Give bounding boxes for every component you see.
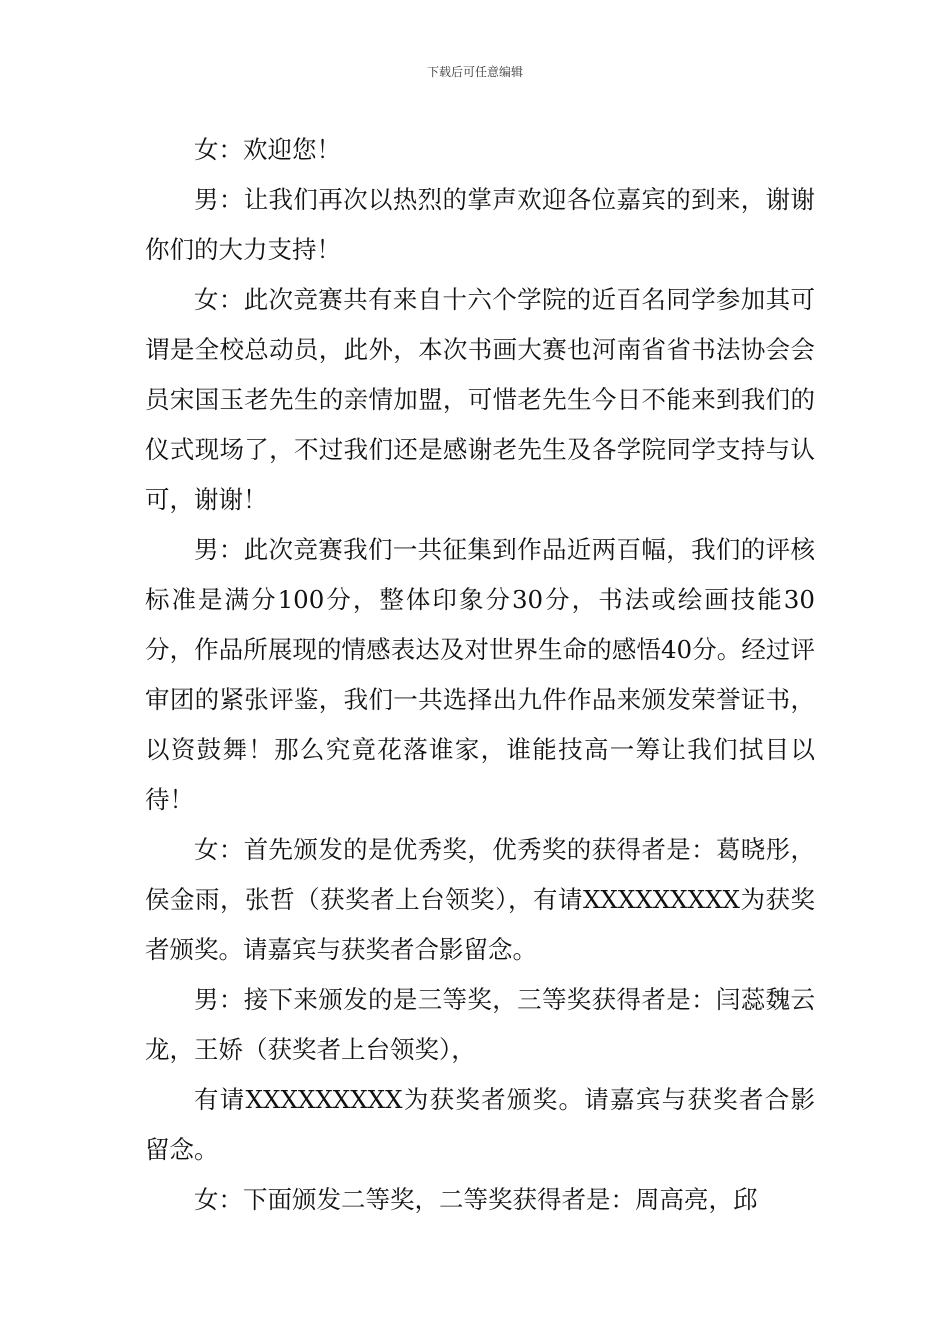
page-header: 下载后可任意编辑 [426, 65, 523, 79]
document-body [145, 125, 815, 1225]
paragraph: 女：下面颁发二等奖，二等奖获得者是：周高亮，邱 [194, 1185, 758, 1214]
paragraph: 男：接下来颁发的是三等奖，三等奖获得者是：闫蕊魏云龙，王娇（获奖者上台领奖）， [145, 985, 815, 1064]
paragraph: 男：让我们再次以热烈的掌声欢迎各位嘉宾的到来，谢谢你们的大力支持！ [145, 185, 815, 264]
paragraph: 男：此次竞赛我们一共征集到作品近两百幅，我们的评核标准是满分100分，整体印象分30分，书法或绘画技能30分，作品所展现的情感表达及对世界生命的感悟40分。经过评审团的紧张评鉴，我们一共选择出九件作品来颁发荣誉证书，以资鼓舞！那么究竟花落谁家，谁能技高一筹让我们拭目以待！ [145, 535, 815, 814]
paragraph: 女：首先颁发的是优秀奖，优秀奖的获得者是：葛晓彤，侯金雨，张哲（获奖者上台领奖），有请XXXXXXXXX为获奖者颁奖。请嘉宾与获奖者合影留念。 [145, 835, 815, 964]
paragraph: 有请XXXXXXXXX为获奖者颁奖。请嘉宾与获奖者合影留念。 [145, 1085, 815, 1164]
paragraph: 女：欢迎您！ [194, 135, 341, 164]
paragraph: 女：此次竞赛共有来自十六个学院的近百名同学参加其可谓是全校总动员，此外，本次书画大赛也河南省省书法协会会员宋国玉老先生的亲情加盟，可惜老先生今日不能来到我们的仪式现场了，不过我们还是感谢老先生及各学院同学支持与认可，谢谢！ [145, 285, 815, 514]
